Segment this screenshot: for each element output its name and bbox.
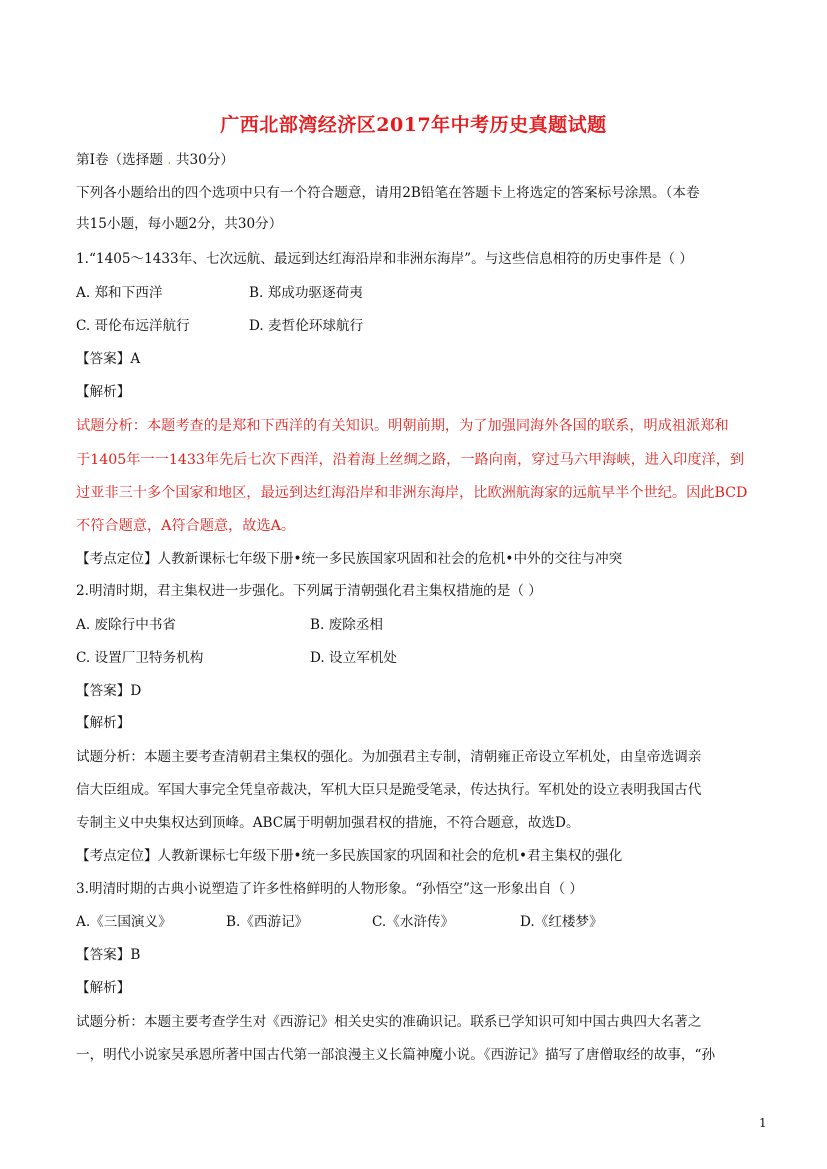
question-2-analysis-line-1: 试题分析：本题主要考查清朝君主集权的强化。为加强君主专制，清朝雍正帝设立军机处，由皇帝选调亲 bbox=[76, 749, 702, 765]
question-1-option-a: A. 郑和下西洋 bbox=[76, 285, 163, 301]
question-2-option-c: C. 设置厂卫特务机构 bbox=[76, 650, 204, 666]
question-3-analysis-label: 【解析】 bbox=[76, 980, 131, 996]
question-3-option-c: C.《水浒传》 bbox=[372, 914, 455, 930]
section-label-b: 共30分） bbox=[175, 152, 235, 168]
question-1-analysis-label: 【解析】 bbox=[76, 384, 131, 400]
question-2-option-d: D. 设立军机处 bbox=[310, 650, 398, 666]
question-3-option-d: D.《红楼梦》 bbox=[520, 914, 603, 930]
section-header bbox=[76, 150, 234, 170]
question-1-option-b: B. 郑成功驱逐荷夷 bbox=[249, 285, 363, 301]
question-2-analysis-line-2: 信大臣组成。军国大事完全凭皇帝裁决，军机大臣只是跪受笔录，传达执行。军机处的设立表明我国古代 bbox=[76, 782, 702, 798]
question-3-option-a: A.《三国演义》 bbox=[76, 914, 172, 930]
question-1-stem: 1.“1405～1433年、七次远航、最远到达红海沿岸和非洲东海岸”。与这些信息相符的历史事件是（ ） bbox=[76, 251, 693, 267]
question-1-analysis-line-2: 于1405年一一1433年先后七次下西洋，沿着海上丝绸之路，一路向南，穿过马六甲海峡，进入印度洋，到 bbox=[76, 452, 745, 468]
page-number: 1 bbox=[759, 1116, 767, 1130]
question-3-analysis-line-2: 一，明代小说家吴承恩所著中国古代第一部浪漫主义长篇神魔小说。《西游记》描写了唐僧取经的故事，“孙 bbox=[76, 1047, 716, 1063]
instructions-line-2: 共15小题，每小题2分，共30分） bbox=[76, 216, 283, 232]
question-2-option-a: A. 废除行中书省 bbox=[76, 617, 177, 633]
question-2-analysis-label: 【解析】 bbox=[76, 715, 131, 731]
instructions-line-1: 下列各小题给出的四个选项中只有一个符合题意，请用2B铅笔在答题卡上将选定的答案标号涂黑。（本卷 bbox=[76, 185, 700, 201]
question-3-answer: 【答案】B bbox=[76, 947, 141, 963]
question-2-kaodian: 【考点定位】人教新课标七年级下册•统一多民族国家的巩固和社会的危机•君主集权的强化 bbox=[76, 848, 623, 864]
question-3-analysis-line-1: 试题分析：本题主要考查学生对《西游记》相关史实的准确识记。联系已学知识可知中国古典四大名著之 bbox=[76, 1014, 702, 1030]
question-3-option-b: B.《西游记》 bbox=[226, 914, 309, 930]
question-1-analysis-line-1: 试题分析：本题考查的是郑和下西洋的有关知识。明朝前期，为了加强同海外各国的联系，明成祖派郑和 bbox=[76, 418, 729, 434]
page-title: 广西北部湾经济区2017年中考历史真题试题 bbox=[220, 114, 607, 136]
question-1-answer: 【答案】A bbox=[76, 351, 141, 367]
section-dot: . bbox=[167, 152, 172, 168]
question-2-stem: 2.明清时期，君主集权进一步强化。下列属于清朝强化君主集权措施的是（ ） bbox=[76, 583, 542, 599]
section-label-a: 第Ⅰ卷（选择题 bbox=[76, 152, 163, 168]
question-1-analysis-line-3: 过亚非三十多个国家和地区，最远到达红海沿岸和非洲东海岸，比欧洲航海家的远航早半个世纪。因此BCD bbox=[76, 485, 748, 501]
question-3-stem: 3.明清时期的古典小说塑造了许多性格鲜明的人物形象。“孙悟空”这一形象出自（ ） bbox=[76, 881, 583, 897]
question-1-option-c: C. 哥伦布远洋航行 bbox=[76, 318, 190, 334]
question-2-option-b: B. 废除丞相 bbox=[310, 617, 384, 633]
question-2-analysis-line-3: 专制主义中央集权达到顶峰。ABC属于明朝加强君权的措施，不符合题意，故选D。 bbox=[76, 815, 580, 831]
question-1-option-d: D. 麦哲伦环球航行 bbox=[249, 318, 364, 334]
question-2-answer: 【答案】D bbox=[76, 683, 142, 699]
question-1-kaodian: 【考点定位】人教新课标七年级下册•统一多民族国家巩固和社会的危机•中外的交往与冲突 bbox=[76, 551, 623, 567]
question-1-analysis-line-4: 不符合题意，A符合题意，故选A。 bbox=[76, 518, 296, 534]
